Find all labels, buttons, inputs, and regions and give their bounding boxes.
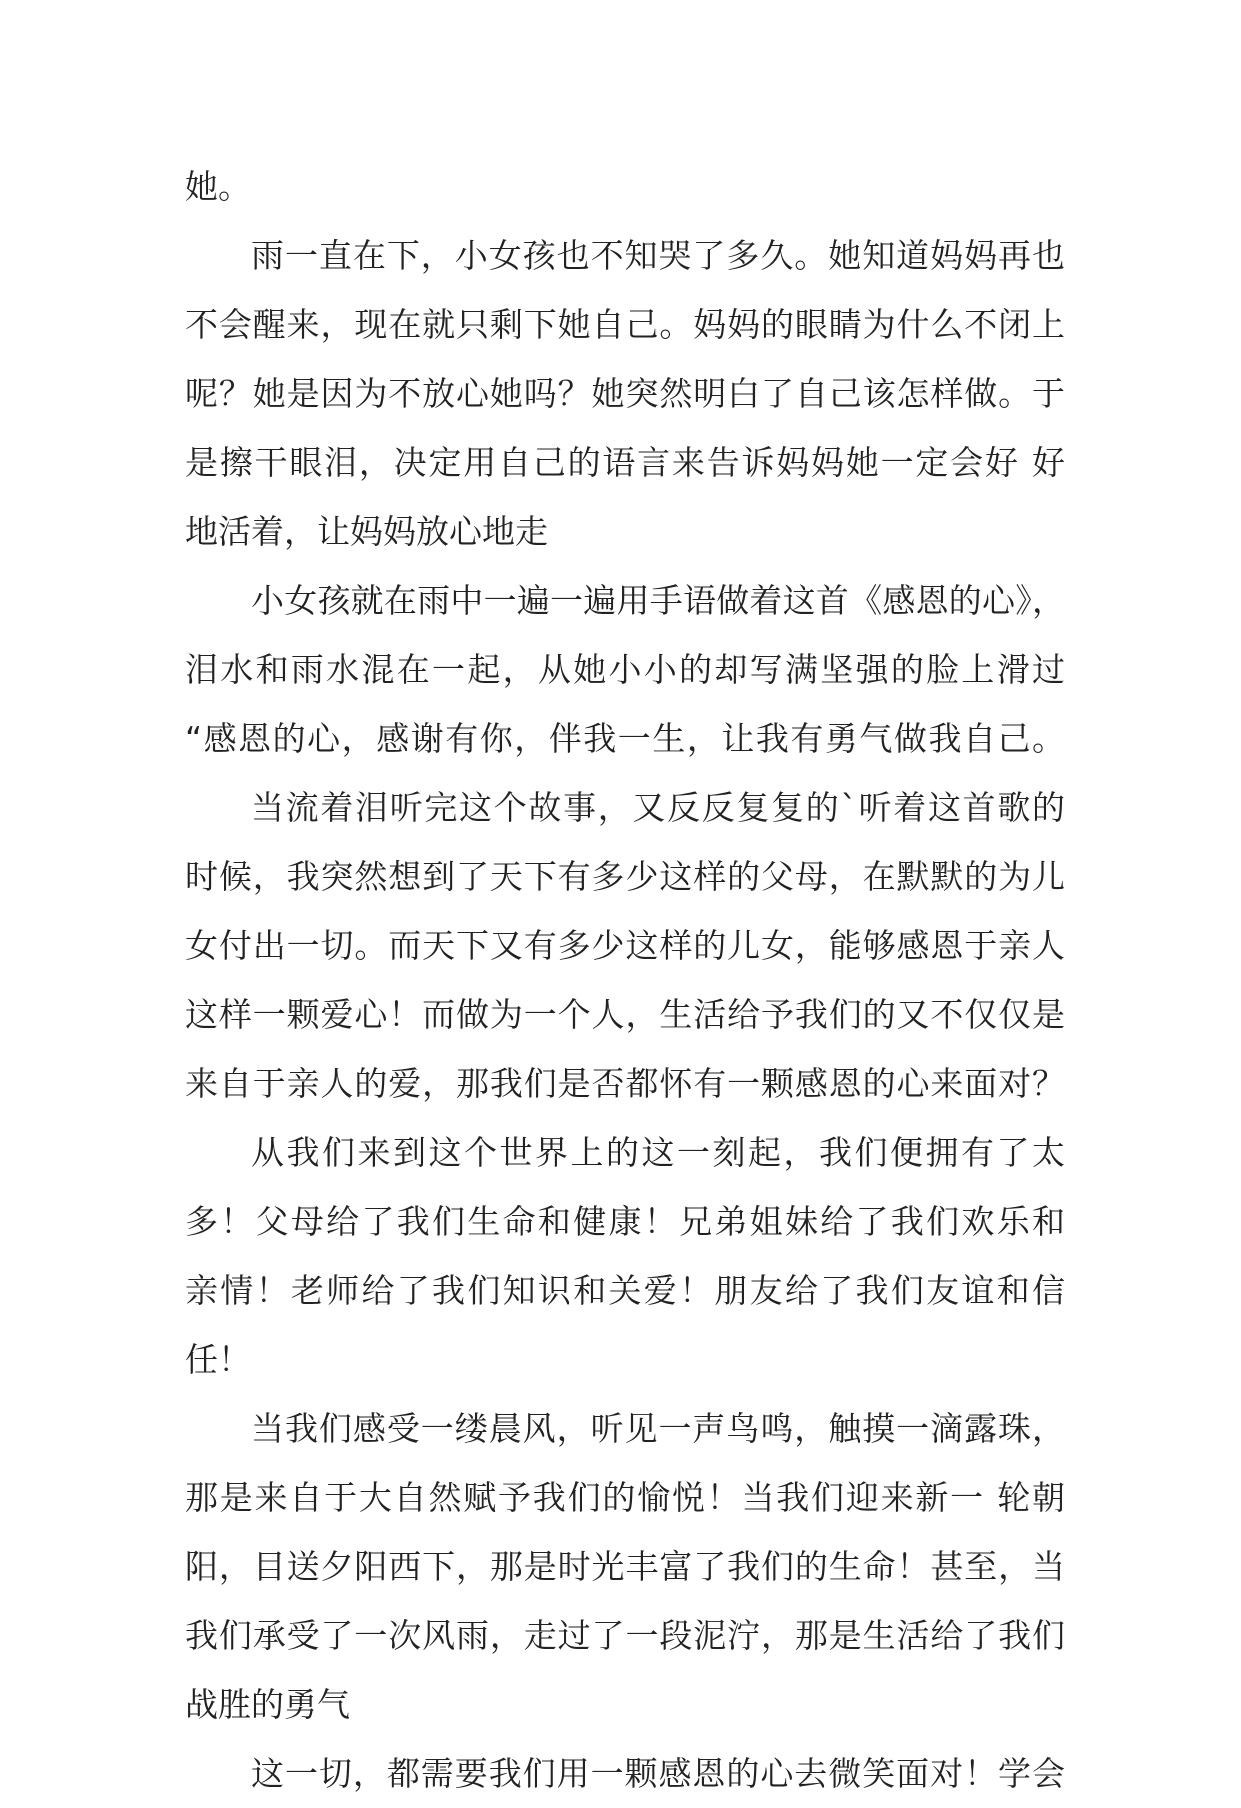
text-line: 这一切，都需要我们用一颗感恩的心去微笑面对！学会 [251, 1754, 1065, 1793]
text-line: 当流着泪听完这个故事，又反反复复的`听着这首歌的 [251, 788, 1065, 827]
text-line: “感恩的心，感谢有你，伴我一生，让我有勇气做我自己。 [185, 719, 1065, 758]
text-line: 小女孩就在雨中一遍一遍用手语做着这首《感恩的心》， [251, 581, 1065, 620]
text-line: 泪水和雨水混在一起，从她小小的却写满坚强的脸上滑过 [185, 650, 1065, 689]
body-text [185, 152, 1065, 1808]
text-line: 我们承受了一次风雨，走过了一段泥泞，那是生活给了我们 [185, 1616, 1065, 1655]
text-line: 时候，我突然想到了天下有多少这样的父母，在默默的为儿 [185, 857, 1065, 896]
text-line: 战胜的勇气 [185, 1685, 350, 1724]
text-line: 是擦干眼泪，决定用自己的语言来告诉妈妈她一定会好 好 [185, 443, 1065, 482]
text-line: 雨一直在下，小女孩也不知哭了多久。她知道妈妈再也 [251, 236, 1065, 275]
text-line: 女付出一切。而天下又有多少这样的儿女，能够感恩于亲人 [185, 926, 1065, 965]
text-line: 呢？她是因为不放心她吗？她突然明白了自己该怎样做。于 [185, 374, 1065, 413]
text-line: 来自于亲人的爱，那我们是否都怀有一颗感恩的心来面对？ [185, 1064, 1065, 1103]
text-line: 这样一颗爱心！而做为一个人，生活给予我们的又不仅仅是 [185, 995, 1065, 1034]
text-line: 她。 [185, 167, 251, 206]
text-line: 任！ [185, 1340, 251, 1379]
text-line: 多！父母给了我们生命和健康！兄弟姐妹给了我们欢乐和 [185, 1202, 1065, 1241]
text-line: 从我们来到这个世界上的这一刻起，我们便拥有了太 [251, 1133, 1065, 1172]
text-line: 地活着，让妈妈放心地走 [185, 512, 548, 551]
text-line: 当我们感受一缕晨风，听见一声鸟鸣，触摸一滴露珠， [251, 1409, 1065, 1448]
text-line: 那是来自于大自然赋予我们的愉悦！当我们迎来新一 轮朝 [185, 1478, 1065, 1517]
text-line: 不会醒来，现在就只剩下她自己。妈妈的眼睛为什么不闭上 [185, 305, 1065, 344]
text-line: 阳，目送夕阳西下，那是时光丰富了我们的生命！甚至，当 [185, 1547, 1065, 1586]
text-line: 亲情！老师给了我们知识和关爱！朋友给了我们友谊和信 [185, 1271, 1065, 1310]
